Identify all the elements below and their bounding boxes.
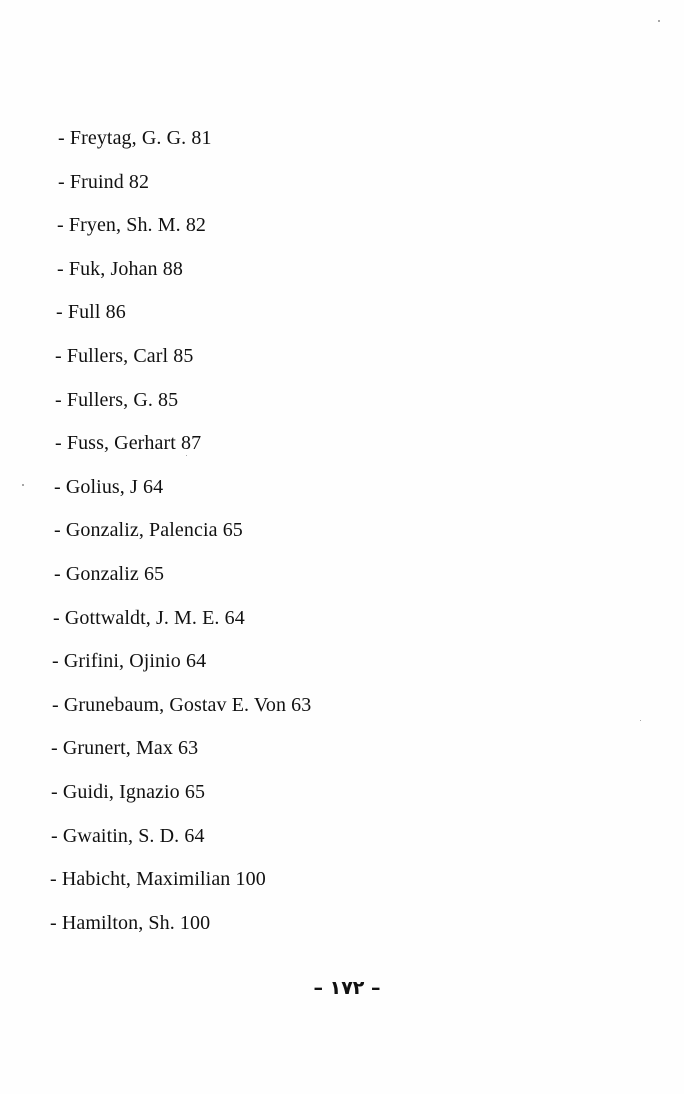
index-entry: - Fryen, Sh. M. 82 xyxy=(57,214,207,237)
index-entry: - Gonzaliz 65 xyxy=(54,562,165,585)
index-entry: - Fullers, Carl 85 xyxy=(55,344,194,367)
index-entry: - Grunert, Max 63 xyxy=(51,737,199,760)
index-entry: - Grunebaum, Gostav E. Von 63 xyxy=(52,693,312,716)
index-entry: - Gonzaliz, Palencia 65 xyxy=(54,519,243,542)
scan-speck xyxy=(640,720,641,721)
index-entry: - Gwaitin, S. D. 64 xyxy=(51,824,205,847)
scan-speck xyxy=(186,455,187,456)
index-entry: - Full 86 xyxy=(56,301,126,324)
index-entry: - Gottwaldt, J. M. E. 64 xyxy=(53,606,245,629)
index-entry: - Freytag, G. G. 81 xyxy=(58,127,212,149)
index-entry: - Grifini, Ojinio 64 xyxy=(52,650,207,673)
name-index-list xyxy=(0,122,684,950)
index-entry: - Fuk, Johan 88 xyxy=(57,257,183,280)
index-entry: - Fruind 82 xyxy=(58,170,150,193)
index-entry: - Habicht, Maximilian 100 xyxy=(50,868,266,891)
index-entry: - Hamilton, Sh. 100 xyxy=(50,911,211,934)
page-number: – ١٧٢ – xyxy=(313,977,381,999)
index-entry: - Fullers, G. 85 xyxy=(55,388,179,411)
scan-speck xyxy=(22,484,24,486)
index-entry: - Fuss, Gerhart 87 xyxy=(55,432,202,455)
index-entry: - Guidi, Ignazio 65 xyxy=(51,780,206,803)
index-entry: - Golius, J 64 xyxy=(54,475,164,498)
scan-speck xyxy=(658,20,660,22)
